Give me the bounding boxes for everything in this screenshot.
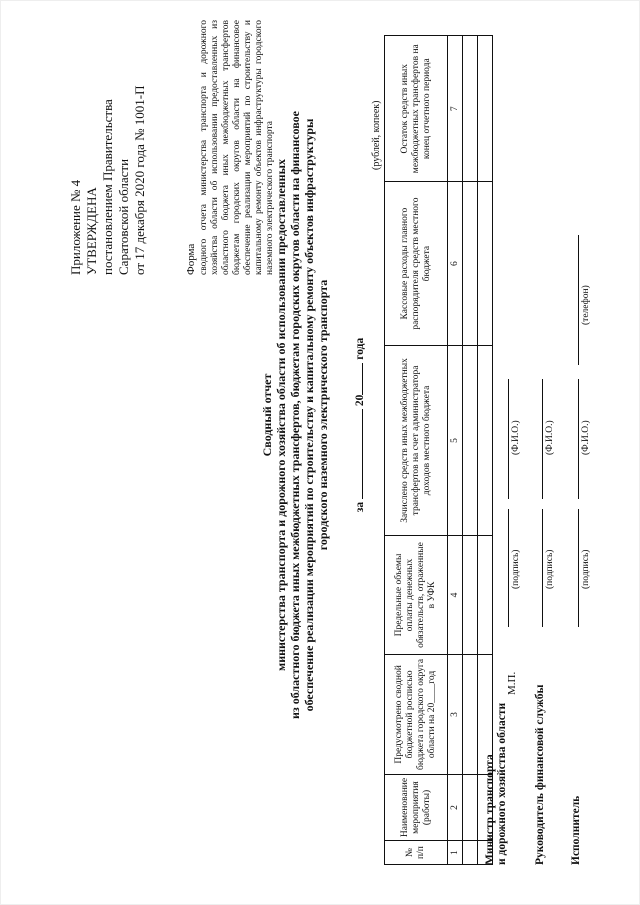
table-number-row — [448, 36, 463, 865]
col-number-1: 1 — [448, 841, 463, 865]
title-line-1: Сводный отчет — [260, 373, 274, 457]
minister-sign-line[interactable] — [508, 509, 509, 627]
table-row — [463, 36, 478, 865]
finance-name-caption: (Ф.И.О.) — [545, 420, 555, 455]
col-number-4: 4 — [448, 536, 463, 655]
executor-sign-caption: (подпись) — [581, 549, 591, 589]
table-cell[interactable] — [463, 841, 478, 865]
col-number-6: 6 — [448, 182, 463, 345]
seal-mark: М.П. — [506, 671, 518, 695]
report-period — [354, 245, 366, 605]
finance-sign-caption: (подпись) — [545, 549, 555, 589]
approval-block — [68, 15, 148, 275]
approved-stamp: УТВЕРЖДЕНА — [84, 187, 99, 275]
report-table — [384, 35, 493, 865]
executor-sign-line[interactable] — [578, 509, 579, 627]
report-title — [260, 95, 330, 735]
col-header-number: № п/п — [385, 841, 448, 865]
col-header-credited: Зачислено средств иных межбюджетных трансфертов на счет администратора доходов местного бюджета — [385, 345, 448, 535]
table-cell[interactable] — [478, 345, 493, 535]
title-line-5: городского наземного электрического транспорта — [316, 279, 330, 551]
table-cell[interactable] — [478, 36, 493, 182]
minister-sign-caption: (подпись) — [511, 549, 521, 589]
finance-name-line[interactable] — [542, 379, 543, 499]
appendix-number: Приложение № 4 — [68, 179, 83, 275]
table-cell[interactable] — [463, 536, 478, 655]
period-blank — [362, 409, 363, 499]
minister-name-caption: (Ф.И.О.) — [511, 420, 521, 455]
units-note: (рублей, копеек) — [371, 100, 382, 170]
col-header-balance: Остаток средств иных межбюджетных трансфертов на конец отчетного периода — [385, 36, 448, 182]
col-number-3: 3 — [448, 654, 463, 774]
finance-title: Руководитель финансовой службы — [534, 684, 546, 865]
col-header-budget: Предусмотрено сводной бюджетной росписью бюджета городского округа области на 20____год — [385, 654, 448, 774]
year-blank — [362, 363, 363, 395]
executor-title: Исполнитель — [570, 795, 582, 865]
title-line-4: обеспечение реализации мероприятий по строительству и капитальному ремонту объектов инфраструктуры — [302, 118, 316, 712]
col-number-7: 7 — [448, 36, 463, 182]
minister-title-2: и дорожного хозяйства области — [496, 702, 508, 865]
col-number-2: 2 — [448, 774, 463, 840]
period-prefix: за — [354, 501, 366, 513]
table-cell[interactable] — [478, 536, 493, 655]
col-header-cash-expenses: Кассовые расходы главного распорядителя средств местного бюджета — [385, 182, 448, 345]
title-line-2: министерства транспорта и дорожного хозяйства области об использовании предоставленных — [274, 159, 288, 671]
form-text: сводного отчета министерства транспорта и дорожного хозяйства области об использовании предоставленных из областного бюджета иных межбюджетных трансфертов бюджетам городских округов области на финансовое обеспечение реализации мероприятий по строительству и капитальному ремонту объектов инфраструктуры городского наземного электрического транспорта — [199, 20, 275, 275]
approval-line-1: постановлением Правительства — [100, 99, 115, 275]
executor-phone-caption: (телефон) — [581, 285, 591, 325]
table-cell[interactable] — [478, 182, 493, 345]
minister-title-1: Министр транспорта — [484, 754, 496, 865]
finance-signature — [534, 685, 546, 865]
approval-line-3: от 17 декабря 2020 года № 1001-П — [132, 85, 147, 275]
table-cell[interactable] — [463, 774, 478, 840]
period-year-prefix: 20 — [354, 394, 366, 407]
approval-line-2: Саратовской области — [116, 158, 131, 275]
table-cell[interactable] — [463, 654, 478, 774]
executor-signature — [570, 796, 582, 865]
table-header-row — [385, 36, 448, 865]
form-label: Форма — [185, 243, 197, 275]
executor-name-line[interactable] — [578, 379, 579, 499]
minister-name-line[interactable] — [508, 379, 509, 499]
executor-name-caption: (Ф.И.О.) — [581, 420, 591, 455]
table-cell[interactable] — [463, 36, 478, 182]
executor-phone-line[interactable] — [578, 235, 579, 365]
finance-sign-line[interactable] — [542, 509, 543, 627]
period-suffix: года — [354, 337, 366, 360]
col-header-limits: Предельные объемы оплаты денежных обязательств, отраженные в УФК — [385, 536, 448, 655]
table-cell[interactable] — [463, 182, 478, 345]
col-number-5: 5 — [448, 345, 463, 535]
title-line-3: из областного бюджета иных межбюджетных трансфертов, бюджетам городских округов области на финансовое — [288, 111, 302, 720]
col-header-activity: Наименование мероприятия (работы) — [385, 774, 448, 840]
minister-signature — [484, 703, 508, 865]
table-cell[interactable] — [463, 345, 478, 535]
